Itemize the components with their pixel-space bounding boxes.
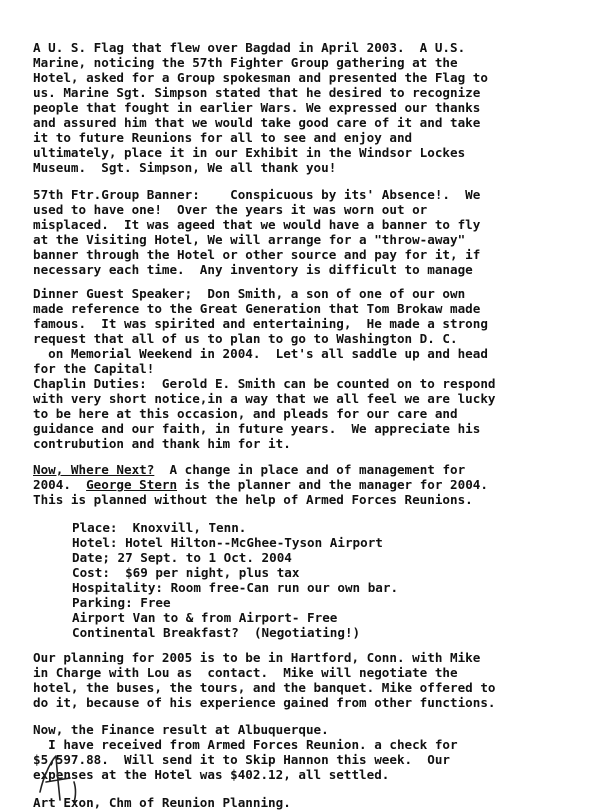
detail-item: Continental Breakfast? (Negotiating!) [72,625,361,640]
planning-2005-line: in Charge with Lou as contact. Mike will negotiate the [33,665,458,680]
planner-name: George Stern [86,477,178,492]
flag-para-line: A U. S. Flag that flew over Bagdad in April 2003. A U.S. [33,40,466,55]
detail-item: Parking: Free [72,595,171,610]
flag-para-line: it to future Reunions for all to see and enjoy and [33,130,413,145]
banner-para-line: at the Visiting Hotel, We will arrange for a "throw-away" [33,232,466,247]
speaker-para-line: Dinner Guest Speaker; Don Smith, a son of one of our own [33,286,466,301]
planning-2005-line: hotel, the buses, the tours, and the banquet. Mike offered to [33,680,496,695]
speaker-para-line: on Memorial Weekend in 2004. Let's all saddle up and head [33,346,488,361]
banner-para-line: necessary each time. Any inventory is difficult to manage [33,262,473,277]
flag-para-line: people that fought in earlier Wars. We expressed our thanks [33,100,481,115]
detail-item: Cost: $69 per night, plus tax [72,565,300,580]
banner-para-line: banner through the Hotel or other source and pay for it, if [33,247,481,262]
chaplin-para-line: Chaplin Duties: Gerold E. Smith can be counted on to respond [33,376,496,391]
flag-para-line: ultimately, place it in our Exhibit in the Windsor Lockes [33,145,466,160]
chaplin-para-line: guidance and our faith, in future years. We appreciate his [33,421,481,436]
where-next-heading: Now, Where Next? [33,462,155,477]
flag-para-line: Museum. Sgt. Simpson, We all thank you! [33,160,337,175]
detail-item: Hospitality: Room free-Can run our own bar. [72,580,399,595]
banner-para-line: misplaced. It was ageed that we would have a banner to fly [33,217,481,232]
chaplin-para-line: contrubution and thank him for it. [33,436,291,451]
flag-para-line: Hotel, asked for a Group spokesman and presented the Flag to [33,70,488,85]
planning-2005-line: do it, because of his experience gained from other functions. [33,695,496,710]
finance-line: I have received from Armed Forces Reunion. a check for [33,737,458,752]
chaplin-para-line: to be here at this occasion, and pleads for our care and [33,406,458,421]
speaker-para-line: request that all of us to plan to go to Washington D. C. [33,331,458,346]
flag-para-line: us. Marine Sgt. Simpson stated that he desired to recognize [33,85,481,100]
flag-para-line: Marine, noticing the 57th Fighter Group gathering at the [33,55,458,70]
detail-item: Date; 27 Sept. to 1 Oct. 2004 [72,550,292,565]
next-para-text: is the planner and the manager for 2004. [177,477,488,492]
speaker-para-line: for the Capital! [33,361,155,376]
chaplin-para-line: with very short notice,in a way that we all feel we are lucky [33,391,496,406]
next-para-text: 2004. [33,477,87,492]
flag-para-line: and assured him that we would take good care of it and take [33,115,481,130]
finance-line: Now, the Finance result at Albuquerque. [33,722,329,737]
next-para-line: This is planned without the help of Armed Forces Reunions. [33,492,473,507]
planning-2005-line: Our planning for 2005 is to be in Hartford, Conn. with Mike [33,650,481,665]
finance-line: $5,597.88. Will send it to Skip Hannon this week. Our [33,752,451,767]
detail-item: Hotel: Hotel Hilton--McGhee-Tyson Airport [72,535,383,550]
banner-para-line: used to have one! Over the years it was worn out or [33,202,428,217]
speaker-para-line: famous. It was spirited and entertaining, He made a strong [33,316,488,331]
next-para-text: A change in place and of management for [154,462,466,477]
next-para-line [33,463,465,477]
banner-para-line: 57th Ftr.Group Banner: Conspicuous by its' Absence!. We [33,187,481,202]
speaker-para-line: made reference to the Great Generation that Tom Brokaw made [33,301,481,316]
next-para-line [33,478,488,492]
detail-item: Airport Van to & from Airport- Free [72,610,338,625]
detail-item: Place: Knoxvill, Tenn. [72,520,247,535]
finance-line: expenses at the Hotel was $402.12, all settled. [33,767,390,782]
closing-signature: Art Exon, Chm of Reunion Planning. [33,795,291,810]
